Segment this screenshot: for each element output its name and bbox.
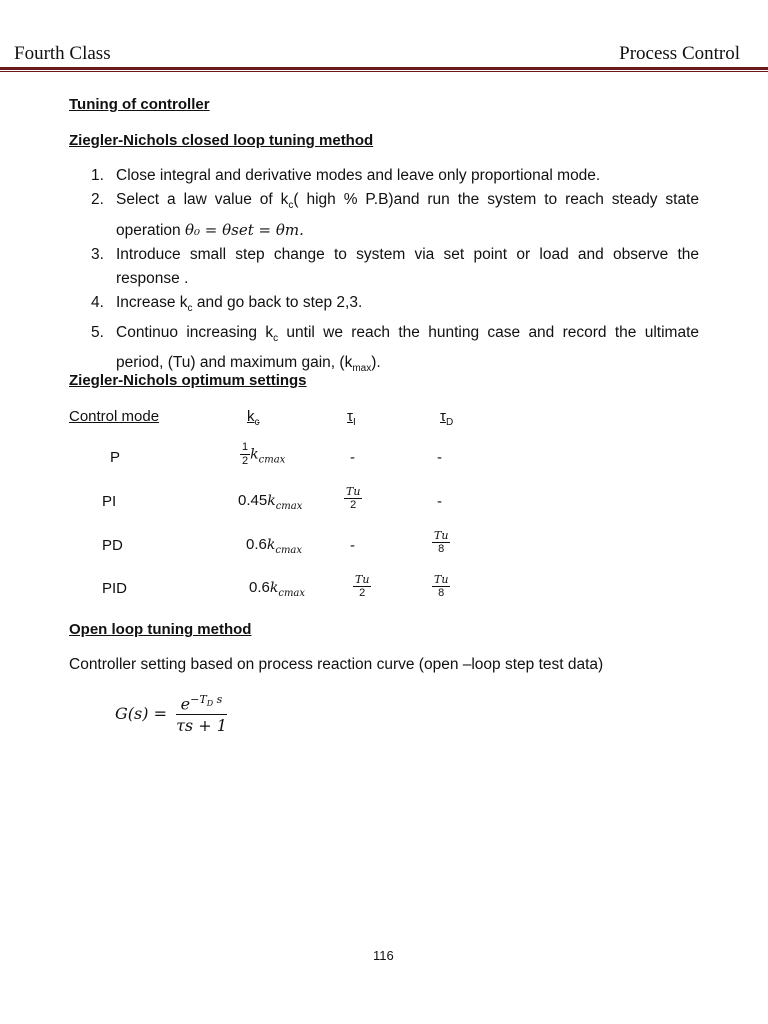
table-header-td: $\tau_D$ [440,408,454,428]
open-loop-description: Controller setting based on process reaction curve (open –loop step test data) [69,656,604,673]
header-rule [0,67,768,70]
table-row-pd-ti: - [350,537,355,554]
table-row-p-kc: $\frac{1}{2}$ $k_{cmax}$ [242,441,286,467]
table-row-pid-td: $\frac{Tu}{8}$ [434,573,449,599]
page-header [0,0,768,72]
table-header-ti: $\tau_I$ [347,408,356,428]
section-heading-zn-closed: Ziegler-Nichols closed loop tuning method [69,132,374,149]
header-rule-thin [0,71,768,72]
table-row-pid-kc: $0.6k_{cmax}$ [249,579,306,599]
table-row-pd-td: $\frac{Tu}{8}$ [434,529,449,555]
steady-state-equation: θ₀ = θset = θm. [184,221,304,240]
table-row-p-ti: - [350,449,355,466]
table-row-p-mode: P [110,449,121,466]
table-row-pi-kc: $0.45k_{cmax}$ [238,492,303,512]
table-row-pd-mode: PD [102,537,123,554]
table-row-pid-ti: $\frac{Tu}{2}$ [355,573,370,599]
table-row-pi-ti: $\frac{Tu}{2}$ [346,485,361,511]
steps-list [69,164,699,381]
section-heading-zn-optimum: Ziegler-Nichols optimum settings [69,372,307,389]
header-right: Process Control [619,43,740,64]
page-number: 116 [373,948,394,963]
table-header-mode: Control mode [69,408,160,425]
list-item: 5. Continuo increasing $k_c$ until we reach the hunting case and record the ultimate period, (Tu) and maximum gain, $(k_{max})$. [91,324,699,375]
transfer-function: G(s) = $\frac{e^{-T_D s}}{\tau s + 1}$ [115,690,227,737]
table-header-kc: $k_c$ [247,408,260,428]
section-heading-open-loop: Open loop tuning method [69,621,252,638]
section-heading-tuning: Tuning of controller [69,96,210,113]
table-row-pi-td: - [437,493,442,510]
table-row-pd-kc: $0.6k_{cmax}$ [246,536,303,556]
list-item: 3. Introduce small step change to system via set point or load and observe the response . [91,246,699,288]
table-row-pid-mode: PID [102,580,128,597]
header-left: Fourth Class [14,43,111,64]
list-item: 2. Select a law value of $k_c$( high % P.B)and run the system to reach steady state operation θ₀ = θset = θm. [91,191,699,240]
table-row-p-td: - [437,449,442,466]
table-row-pi-mode: PI [102,493,117,510]
list-item: 4. Increase $k_c$ and go back to step 2,3. [91,294,363,315]
list-item: 1. Close integral and derivative modes and leave only proportional mode. [91,167,601,184]
